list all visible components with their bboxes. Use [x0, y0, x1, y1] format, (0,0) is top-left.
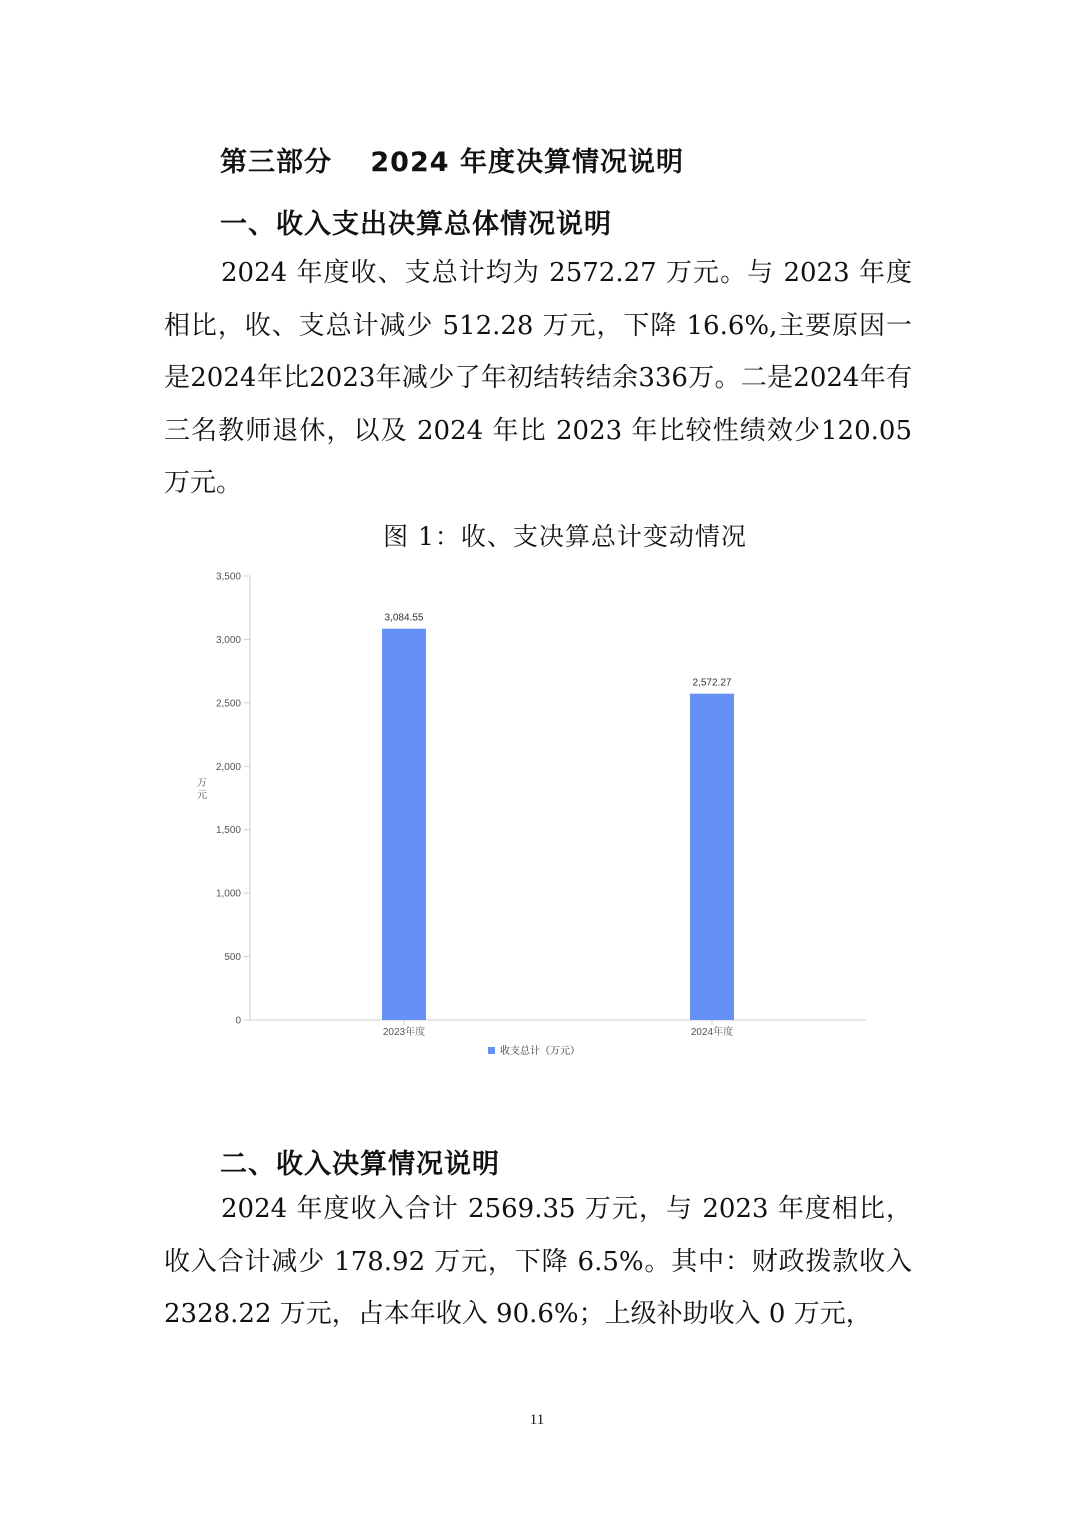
y-tick-label: 3,000 — [215, 634, 241, 646]
y-tick-label: 1,000 — [215, 888, 241, 900]
bar — [690, 694, 734, 1020]
y-tick-label: 2,500 — [215, 698, 241, 710]
x-axis — [250, 1020, 866, 1038]
bar — [382, 629, 426, 1020]
x-tick-label: 2024年度 — [690, 1027, 734, 1038]
page-number: 11 — [529, 1412, 545, 1428]
y-tick-label: 500 — [224, 952, 241, 964]
y-tick-label: 2,000 — [215, 761, 241, 773]
legend-label: 收支总计（万元） — [500, 1046, 580, 1057]
legend-swatch — [488, 1047, 495, 1054]
y-tick-label: 1,500 — [215, 825, 241, 837]
y-axis — [197, 572, 250, 1027]
section2-heading: 二、收入决算情况说明 — [220, 1149, 500, 1180]
y-tick-label: 3,500 — [215, 571, 241, 583]
section1-paragraph: 2024 年度收、支总计均为 2572.27 万元。与 2023 年度相比，收、支总计减少 512.28 万元，下降 16.6%,主要原因一是2024年比2023年减少了年初结转结余336万。二是2024年有三名教师退休，以及 2024 年比 2023 年比较性绩效少120.05 万元。 — [164, 258, 912, 498]
bar-chart — [190, 562, 880, 1072]
bar-series — [382, 613, 734, 1020]
section1-heading: 一、收入支出决算总体情况说明 — [220, 209, 612, 240]
y-tick-label: 0 — [235, 1015, 241, 1027]
chart-legend — [488, 1044, 580, 1057]
y-axis-label: 万元 — [197, 778, 207, 801]
bar-value-label: 2,572.27 — [692, 677, 732, 689]
bar-value-label: 3,084.55 — [384, 612, 424, 624]
figure-caption: 图 1：收、支决算总计变动情况 — [383, 522, 747, 551]
part-title: 第三部分 2024 年度决算情况说明 — [220, 147, 684, 178]
x-tick-label: 2023年度 — [382, 1027, 426, 1038]
section2-paragraph: 2024 年度收入合计 2569.35 万元，与 2023 年度相比，收入合计减少 178.92 万元，下降 6.5%。其中：财政拨款收入 2328.22 万元，占本年收入 90.6%；上级补助收入 0 万元， — [164, 1194, 912, 1329]
